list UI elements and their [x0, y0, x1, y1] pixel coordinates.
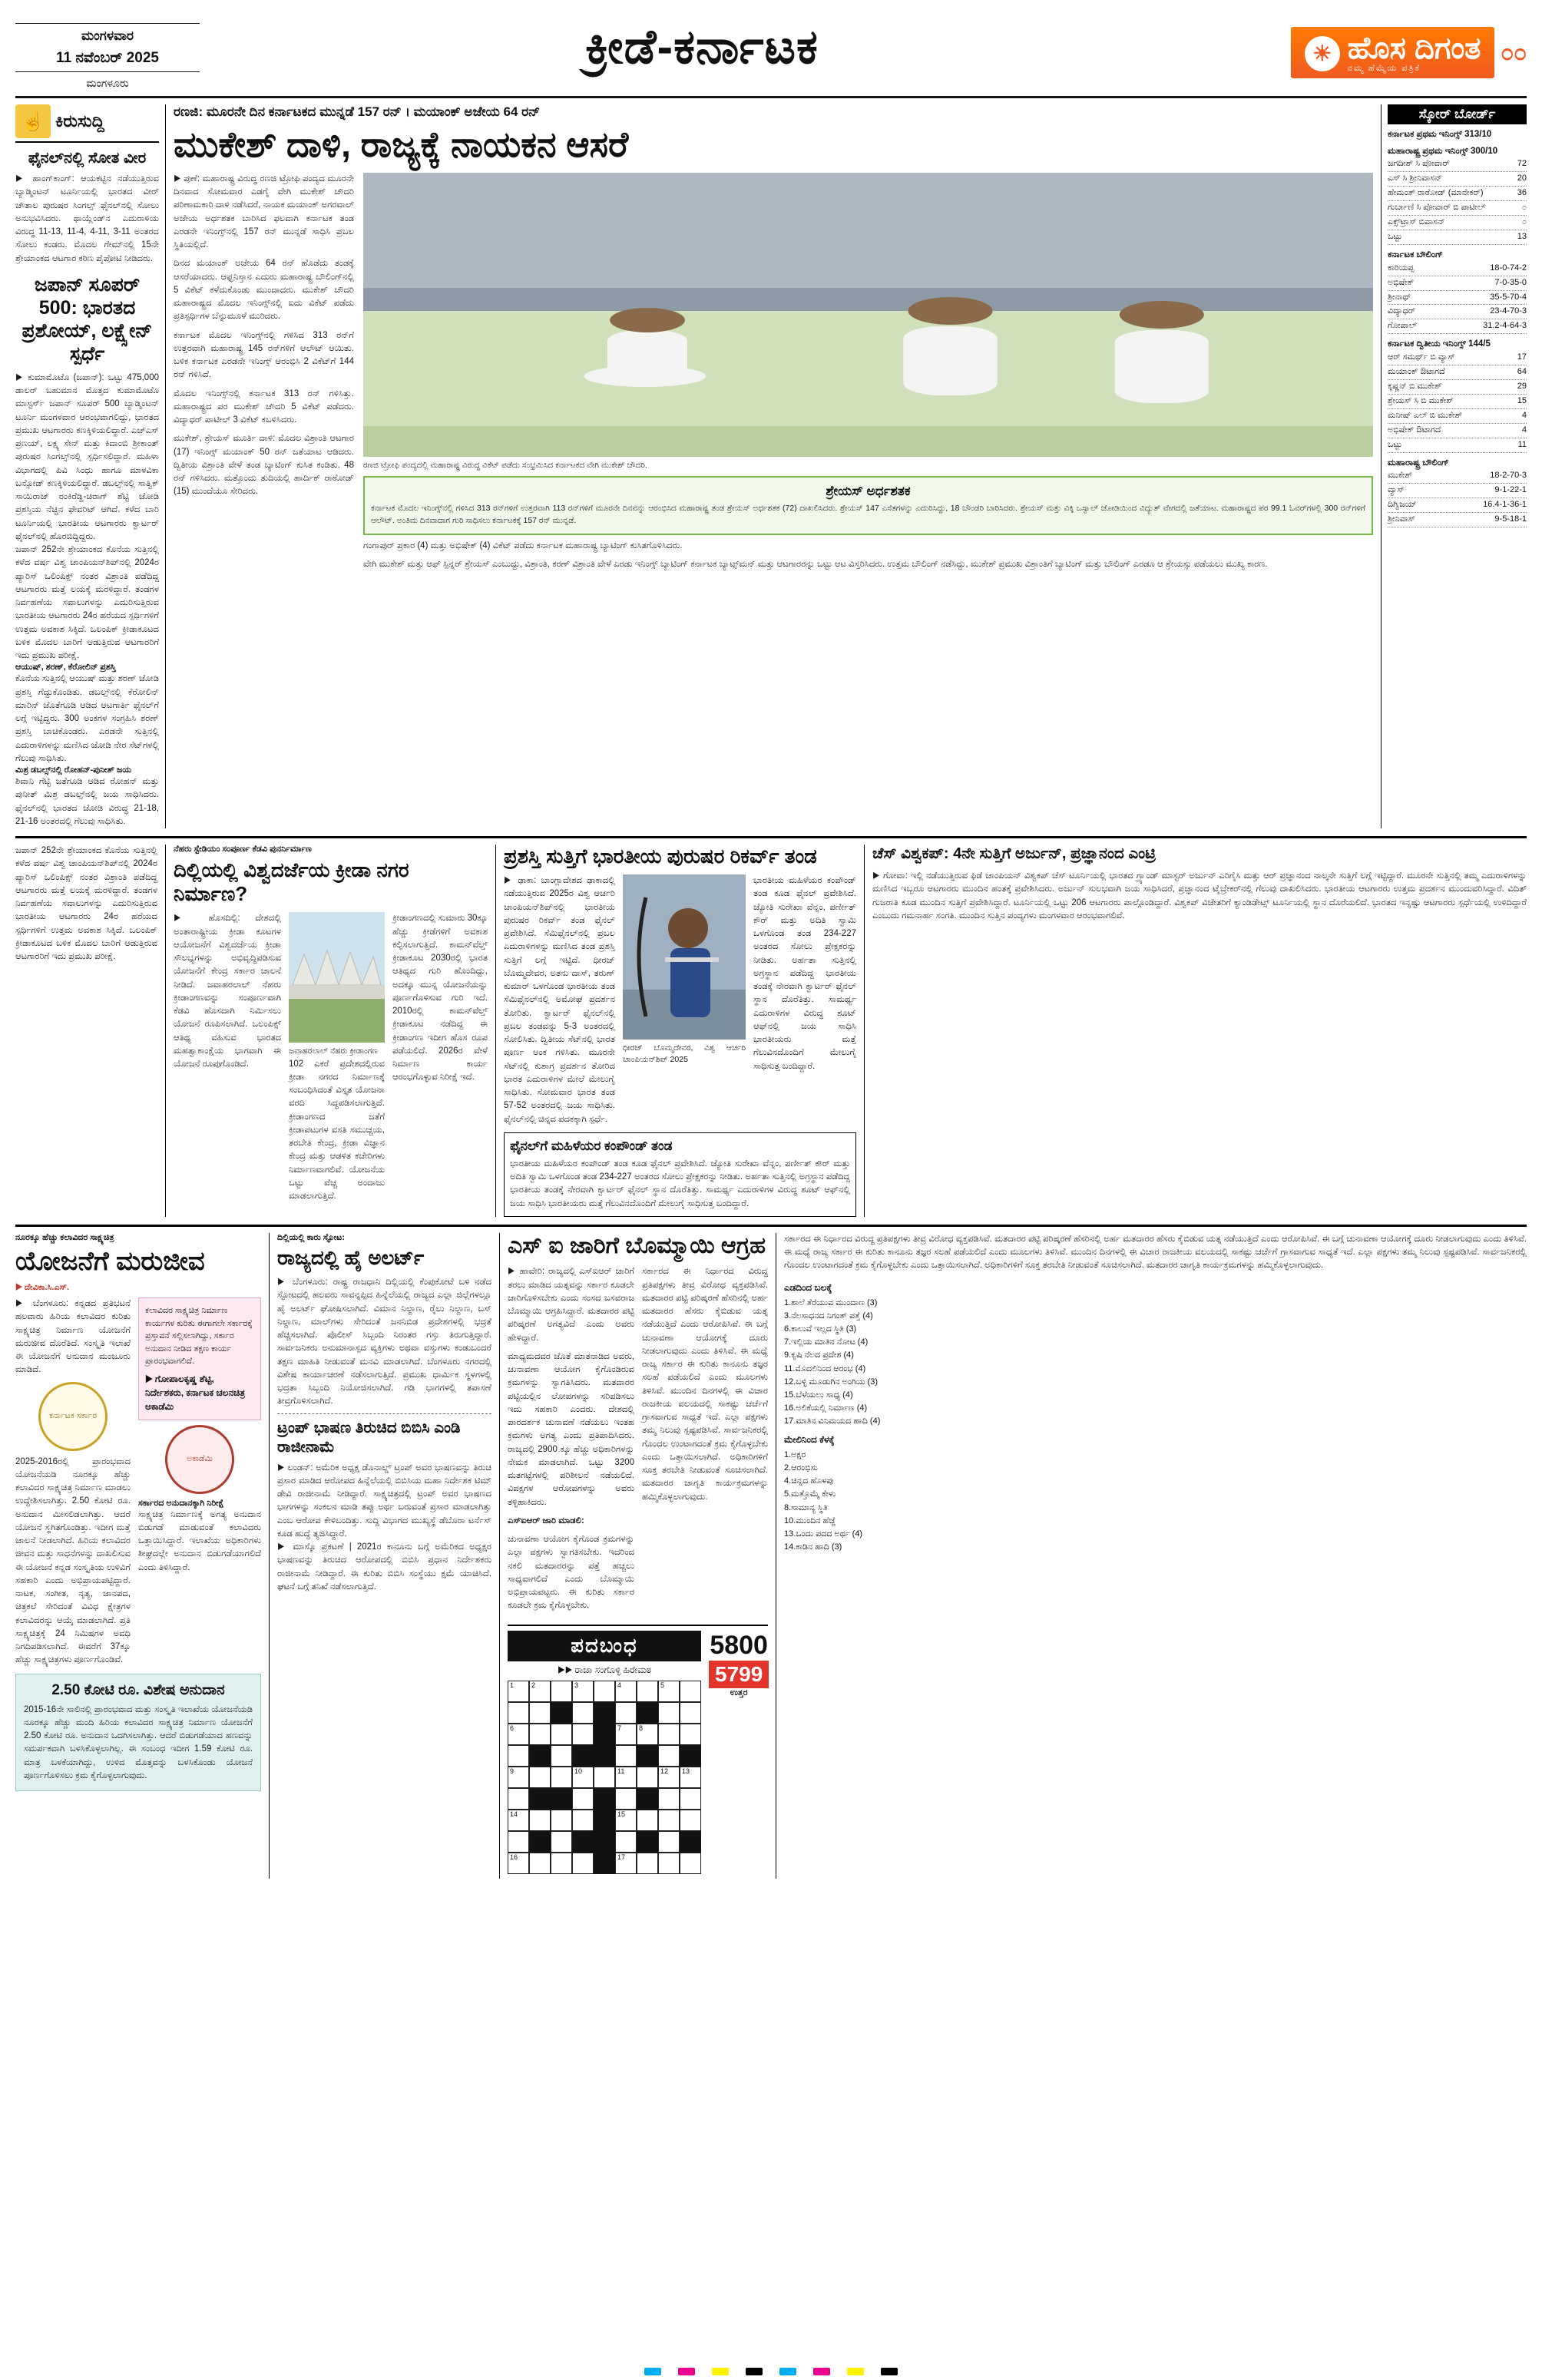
- crossword-cell[interactable]: [658, 1853, 680, 1874]
- bowler-name: ಅಭಿಷೇಕ್: [1388, 277, 1415, 287]
- delhi-headline: ದಿಲ್ಲಿಯಲ್ಲಿ ವಿಶ್ವದರ್ಜೆಯ ಕ್ರೀಡಾ ನಗರ ನಿರ್ಮಾಣ?: [174, 858, 409, 906]
- score-row: [1388, 409, 1527, 424]
- crossword-cell[interactable]: 9: [508, 1767, 529, 1788]
- clue-item: 7.ಇಲ್ಲಿಯ ಮಾತಿನ ನೋಟ (4): [784, 1337, 869, 1347]
- crossword-prev-number: 5799: [709, 1661, 769, 1688]
- lead-para-5: ಮುಕೇಶ್, ಶ್ರೇಯಸ್ ಮೂರ್ತಿ ದಾಳಿ: ಮೊದಲ ವಿಶ್ರಾಂತಿ ಆಟಗಾರ (17) ಇನಿಂಗ್ಸ್ ಮಯಾಂಕ್ 50 ರನ್ ಜತೆಯಾಟ ಆಡಿದರು. ದ್ವಿತೀಯ ವಿಶ್ರಾಂತಿ ವೇಳೆ ತಂಡ ಬ್ಯಾಟಿಂಗ್ ಕುಸಿತ ಕಂಡಿತು. 48 ರನ್ ಗಳಿಸಿದರು. ಮತ್ತೊಂದು ತುದಿಯಲ್ಲಿ ಹಾರ್ದಿಕ್ ರಾಠೋಡ್ (15) ಮುಂದೆಯೂ ಸೇರಿದರು.: [174, 434, 354, 497]
- crossword-cell[interactable]: [615, 1831, 637, 1853]
- sidebar-item5-text: ಶಿವಾನಿ ಗೆಟ್ಟಿ ಜತೆಗೂಡಿ ಆಡಿದ ರೋಹನ್ ಮತ್ತು ಪುನೀತ್ ಮಿಶ್ರ ಡಬಲ್ಸ್‌ನಲ್ಲಿ ಜಯ ಸಾಧಿಸಿದರು. ಫೈನಲ್‌ನಲ್ಲಿ ಭಾರತದ ಜೋಡಿ ವಿರುದ್ಧ 21-18, 21-16 ಅಂತರದಲ್ಲಿ ಗೆಲುವು ಸಾಧಿಸಿತು.: [15, 777, 159, 826]
- scoreboard-bowling-list: [1388, 262, 1527, 335]
- crossword-block: [594, 1810, 615, 1831]
- bowler-figures: 16.4-1-36-1: [1483, 500, 1527, 510]
- score-row: [1388, 469, 1527, 484]
- crossword-block: [594, 1702, 615, 1724]
- bowler-name: ವ್ಯಾಸ್: [1388, 485, 1405, 495]
- player-name: ಎಕ್ಸ್‌ಟ್ರಾಸ್ ಬಿವಾಸನ್: [1388, 217, 1445, 227]
- crossword-cell[interactable]: [680, 1681, 701, 1702]
- clue-item: 11.ಮೊದಲಿನಿಂದ ಆರಂಭ (4): [784, 1364, 866, 1373]
- bowler-figures: 9-1-22-1: [1494, 485, 1527, 495]
- government-seal-icon: ಕರ್ನಾಟಕ ಸರ್ಕಾರ: [38, 1382, 108, 1451]
- score-row: [1388, 513, 1527, 527]
- crossword-block: [594, 1853, 615, 1874]
- crossword-block: [637, 1745, 658, 1767]
- crossword-block: [680, 1831, 701, 1853]
- culture-text2: 2025-2016ರಲ್ಲಿ ಪ್ರಾರಂಭವಾದ ಯೋಜನೆಯಡಿ ನೂರಕ್ಕೂ ಹೆಚ್ಚು ಕಲಾವಿದರ ಸಾಕ್ಷ್ಯಚಿತ್ರ ನಿರ್ಮಾಣ ಮಾಡಲು ಉದ್ದೇಶಿಸಲಾಗಿತ್ತು. 2.50 ಕೋಟಿ ರೂ. ಅನುದಾನ ಮೀಸಲಿಡಲಾಗಿತ್ತು. ಆದರೆ ಯೋಜನೆ ಸ್ಥಗಿತಗೊಂಡಿತ್ತು. ಇದೀಗ ಮತ್ತೆ ಚಾಲನೆ ನೀಡಲಾಗಿದೆ. ಹಿರಿಯ ಕಲಾವಿದರ ಜೀವನ ಮತ್ತು ಸಾಧನೆಗಳನ್ನು ದಾಖಲಿಸುವ ಈ ಯೋಜನೆ ಕನ್ನಡ ಸಂಸ್ಕೃತಿಯ ಉಳಿವಿಗೆ ಸಹಕಾರಿ ಎಂದು ಅಭಿಪ್ರಾಯಪಟ್ಟಿದ್ದಾರೆ. ನಾಟಕ, ಸಂಗೀತ, ನೃತ್ಯ, ಜಾನಪದ, ಚಿತ್ರಕಲೆ ಸೇರಿದಂತೆ ವಿವಿಧ ಕ್ಷೇತ್ರಗಳ ಕಲಾವಿದರನ್ನು ಆಯ್ಕೆ ಮಾಡಲಾಗಿದೆ. ಪ್ರತಿ ಸಾಕ್ಷ್ಯಚಿತ್ರಕ್ಕೆ 24 ನಿಮಿಷಗಳ ಅವಧಿ ನಿಗದಿಪಡಿಸಲಾಗಿದೆ. ಈವರೆಗೆ 37ಕ್ಕೂ ಹೆಚ್ಚು ಸಾಕ್ಷ್ಯಚಿತ್ರಗಳು ಪೂರ್ಣಗೊಂಡಿವೆ.: [15, 1456, 131, 1665]
- crossword-subtitle: ▶▶ ರಾಜಾ ಸಂಗೊಳ್ಳಿ ಹಿರೇಮಠ: [558, 1664, 651, 1675]
- sir-text3: ಸರ್ಕಾರದ ಈ ನಿರ್ಧಾರದ ವಿರುದ್ಧ ಪ್ರತಿಪಕ್ಷಗಳು ತೀವ್ರ ವಿರೋಧ ವ್ಯಕ್ತಪಡಿಸಿವೆ. ಮತದಾರರ ಪಟ್ಟಿ ಪರಿಷ್ಕರಣೆ ಹೆಸರಿನಲ್ಲಿ ಅರ್ಹ ಮತದಾರರ ಹೆಸರು ಕೈಬಿಡುವ ಯತ್ನ ನಡೆಯುತ್ತಿದೆ ಎಂದು ಆರೋಪಿಸಿವೆ. ಈ ಬಗ್ಗೆ ಚುನಾವಣಾ ಆಯೋಗಕ್ಕೆ ದೂರು ನೀಡಲಾಗುವುದು ಎಂದು ತಿಳಿಸಿವೆ. ಈ ಮಧ್ಯೆ ರಾಜ್ಯ ಸರ್ಕಾರ ಈ ಕುರಿತು ಕಾನೂನು ತಜ್ಞರ ಸಲಹೆ ಪಡೆಯಲಿದೆ ಎಂದು ಮೂಲಗಳು ತಿಳಿಸಿವೆ. ಮುಂದಿನ ದಿನಗಳಲ್ಲಿ ಈ ವಿಚಾರ ರಾಜಕೀಯ ವಲಯದಲ್ಲಿ ಸಾಕಷ್ಟು ಚರ್ಚೆಗೆ ಗ್ರಾಸವಾಗುವ ಸಾಧ್ಯತೆ ಇದೆ. ಎಲ್ಲಾ ಪಕ್ಷಗಳು ತಮ್ಮ ನಿಲುವು ಸ್ಪಷ್ಟಪಡಿಸಿವೆ. ಸಾರ್ವಜನಿಕರಲ್ಲಿ ಗೊಂದಲ ಉಂಟಾಗದಂತೆ ಕ್ರಮ ಕೈಗೊಳ್ಳಬೇಕು ಎಂದು ಒತ್ತಾಯಿಸಲಾಗಿದೆ. ಅಧಿಕಾರಿಗಳಿಗೆ ಸೂಕ್ತ ತರಬೇತಿ ನೀಡುವಂತೆ ಸೂಚಿಸಲಾಗಿದೆ. ಮತದಾರರ ಜಾಗೃತಿ ಕಾರ್ಯಕ್ರಮಗಳನ್ನು ಹಮ್ಮಿಕೊಳ್ಳಲಾಗುವುದು.: [642, 1267, 768, 1502]
- bowler-name: ಶ್ರೀನಿವಾಸ್: [1388, 514, 1416, 524]
- crossword-cell[interactable]: [551, 1681, 572, 1702]
- clues-across-title: ಎಡದಿಂದ ಬಲಕ್ಕೆ: [784, 1281, 832, 1293]
- logo-tagline: ನಮ್ಮ ಹೆಮ್ಮೆಯ ಪತ್ರಿಕೆ: [1347, 64, 1421, 73]
- sidebar-continued-text: ಜಪಾನ್ 252ನೇ ಶ್ರೇಯಾಂಕದ ಕೊನೆಯ ಸುತ್ತಿನಲ್ಲಿ ಕಳೆದ ವರ್ಷ ವಿಶ್ವ ಚಾಂಪಿಯನ್‌ಶಿಪ್‌ನಲ್ಲಿ 2024ರ ಪ್ಯಾರಿಸ್ ಒಲಿಂಪಿಕ್ಸ್ ನಂತರ ವಿಶ್ರಾಂತಿ ಪಡೆದಿದ್ದ ಆಟಗಾರರು ಮತ್ತೆ ಲಯಕ್ಕೆ ಮರಳಿದ್ದಾರೆ. ತಂಡಗಳ ನಿರ್ವಹಣೆಯ ಸವಾಲುಗಳನ್ನು ಎದುರಿಸುತ್ತಿರುವ ಭಾರತೀಯ ಆಟಗಾರರು 24ರ ಹರೆಯದ ಸ್ಪರ್ಧಿಗಳಿಗೆ ಉತ್ತಮ ಅವಕಾಶ ಸಿಕ್ಕಿದೆ. ಒಲಂಪಿಕ್ ಕ್ರೀಡಾಕೂಟದ ಬಳಿಕ ಮೊದಲ ಬಾರಿಗೆ ಆಡುತ್ತಿರುವ ಆಟಗಾರರಿಗೆ ಇದು ಪ್ರಮುಖ ಪರೀಕ್ಷೆ.: [15, 846, 157, 961]
- player-score: ೦: [1521, 217, 1527, 227]
- crossword-clues: [776, 1233, 1527, 1879]
- crossword-cell[interactable]: 8: [637, 1724, 658, 1745]
- bowler-figures: 18-2-70-3: [1490, 471, 1527, 481]
- sidebar-item2-title: ಜಪಾನ್ ಸೂಪರ್ 500: ಭಾರತದ ಪ್ರಶೋಯ್, ಲಕ್ಷ್ಸೇನ್ ಸ್ಪರ್ಧೆ: [22, 273, 153, 365]
- score-row: [1388, 484, 1527, 498]
- score-row: [1388, 216, 1527, 230]
- scoreboard: [1381, 104, 1527, 828]
- lead-para-7: ವೇಗಿ ಮುಕೇಶ್ ಮತ್ತು ಆಫ್ ಸ್ಪಿನ್ನರ್ ಶ್ರೇಯಸ್ ಎಂಬುದ್ದು, ವಿಶ್ರಾಂತಿ, ಕರಣ್ ವಿಶ್ರಾಂತಿ ವೇಳೆ ಎರಡು ಇನಿಂಗ್ಸ್ ಬ್ಯಾಟಿಂಗ್ ಕರ್ನಾಟಕ ಬ್ಯಾಟ್ಸ್‌ಮನ್ ಮತ್ತು ಆಟಗಾರರನ್ನು ಒಟ್ಟು ಆಟ ವಿಸ್ತರಿಸಿದರು. ಉತ್ತಮ ಬೌಲಿಂಗ್ ನಡೆಸಿದ್ದು, ಮುಕೇಶ್ ಪ್ರಮುಖ ವಿಶ್ರಾಂತಿಗೆ ಬ್ಯಾಟಿಂಗ್ ಮತ್ತು ಬೌಲಿಂಗ್ ಎರಡೂ ಆ ಶ್ರೇಯಸ್ಸು ಪಡೆಯಲು ಮುಖ್ಯ ಕಾರಣ.: [363, 559, 1268, 569]
- score-row: [1388, 365, 1527, 380]
- clue-item: 4.ಚಿನ್ನದ ಹೊಳಪು: [784, 1476, 834, 1486]
- crossword-cell[interactable]: 4: [615, 1681, 637, 1702]
- crossword-cell[interactable]: [594, 1767, 615, 1788]
- logo-number: ೦೦: [1501, 39, 1527, 65]
- crossword-cell[interactable]: [529, 1702, 551, 1724]
- scoreboard-line1: ಕರ್ನಾಟಕ ಪ್ರಥಮ ಇನಿಂಗ್ಸ್ 313/10: [1388, 130, 1492, 139]
- top-section: [15, 104, 1527, 828]
- clue-item: 2.ಆರಂಭಿಸು: [784, 1463, 818, 1473]
- player-name: ಕೃಷ್ಣನ್ ಬಿ ಮುಕೇಶ್: [1388, 381, 1442, 391]
- crossword-cell[interactable]: [594, 1681, 615, 1702]
- crossword-cell[interactable]: [529, 1810, 551, 1831]
- crossword-cell[interactable]: 2: [529, 1681, 551, 1702]
- score-row: [1388, 262, 1527, 276]
- bbc-kicker: ಟ್ರಂಪ್ ಭಾಷಣ ತಿರುಚಿದ ಬಿಬಿಸಿ ಎಂಡಿ ರಾಜೀನಾಮೆ: [277, 1419, 461, 1456]
- bowler-figures: 31.2-4-64-3: [1483, 321, 1527, 331]
- crossword-cell[interactable]: [680, 1702, 701, 1724]
- crossword-cell[interactable]: 12: [658, 1767, 680, 1788]
- player-score: 29: [1517, 381, 1527, 391]
- archery-text: ▶ ಢಾಕಾ: ಬಾಂಗ್ಲಾದೇಶದ ಢಾಕಾದಲ್ಲಿ ನಡೆಯುತ್ತಿರುವ 2025ರ ವಿಶ್ವ ಆರ್ಚರಿ ಚಾಂಪಿಯನ್‌ಶಿಪ್‌ನಲ್ಲಿ ಭಾರತೀಯ ಪುರುಷರ ರಿಕರ್ವ್ ತಂಡ ಫೈನಲ್ ಪ್ರವೇಶಿಸಿದೆ. ಸೆಮಿಫೈನಲ್‌ನಲ್ಲಿ ಪ್ರಬಲ ಎದುರಾಳಿಗಳನ್ನು ಮಣಿಸಿದ ತಂಡ ಪ್ರಶಸ್ತಿ ಸುತ್ತಿಗೆ ಲಗ್ಗೆ ಇಟ್ಟಿದೆ. ಧೀರಜ್ ಬೊಮ್ಮದೇವರ, ಅತನು ದಾಸ್, ತರುಣ್ ಕುಮಾರ್ ಒಳಗೊಂಡ ಭಾರತೀಯ ತಂಡ ಸೆಮಿಫೈನಲ್‌ನಲ್ಲಿ ಅಮೋಘ ಪ್ರದರ್ಶನ ತೋರಿತು. ಕ್ವಾರ್ಟರ್ ಫೈನಲ್‌ನಲ್ಲಿ ಪ್ರಬಲ ತಂಡವನ್ನು 5-3 ಅಂತರದಲ್ಲಿ ಸೋಲಿಸಿತು. ದ್ವಿತೀಯ ಸೆಟ್‌ನಲ್ಲಿ ಭಾರತ ಪೂರ್ಣ ಅಂಕ ಗಳಿಸಿತು. ಮೂರನೇ ಸೆಟ್‌ನಲ್ಲಿ ಕುಶಾಗ್ರ ಪ್ರದರ್ಶನ ತೋರಿದ ಭಾರತ ಎದುರಾಳಿಗಳ ಮೇಲೆ ಮೇಲುಗೈ ಸಾಧಿಸಿತು. ಸೋಮವಾರ ಭಾರತ ತಂಡ 57-52 ಅಂತರದಲ್ಲಿ ಜಯ ಸಾಧಿಸಿತು. ಫೈನಲ್‌ನಲ್ಲಿ ಚಿನ್ನದ ಪದಕಕ್ಕಾಗಿ ಸ್ಪರ್ಧೆ.: [504, 876, 615, 1124]
- scoreboard-mh-bowling-list: [1388, 469, 1527, 527]
- crossword-cell[interactable]: [551, 1853, 572, 1874]
- crossword-block: [551, 1788, 572, 1810]
- bowler-figures: 23-4-70-3: [1490, 306, 1527, 316]
- bowler-name: ದಿಗ್ವಿಜಯ್: [1388, 500, 1417, 510]
- delhi-col3: ಕ್ರೀಡಾಂಗಣದಲ್ಲಿ ಸುಮಾರು 30ಕ್ಕೂ ಹೆಚ್ಚು ಕ್ರೀಡೆಗಳಿಗೆ ಅವಕಾಶ ಕಲ್ಪಿಸಲಾಗುತ್ತಿದೆ. ಕಾಮನ್‌ವೆಲ್ತ್ ಕ್ರೀಡಾಕೂಟ 2030ರಲ್ಲಿ ಭಾರತ ಆತಿಥ್ಯದ ಗುರಿ ಹೊಂದಿದ್ದು, ಅದಕ್ಕೂ ಮುನ್ನ ಯೋಜನೆಯನ್ನು ಪೂರ್ಣಗೊಳಿಸುವ ಗುರಿ ಇದೆ. 2010ರಲ್ಲಿ ಕಾಮನ್‌ವೆಲ್ತ್ ಕ್ರೀಡಾಕೂಟ ನಡೆದಿದ್ದ ಈ ಕ್ರೀಡಾಂಗಣ ಇದೀಗ ಹೊಸ ರೂಪ ಪಡೆಯಲಿದೆ. 2026ರ ವೇಳೆ ನಿರ್ಮಾಣ ಕಾರ್ಯ ಆರಂಭಗೊಳ್ಳುವ ನಿರೀಕ್ಷೆ ಇದೆ.: [392, 914, 488, 1083]
- crossword-cell[interactable]: [529, 1853, 551, 1874]
- crossword-numbers: [709, 1631, 769, 1879]
- archery-box-text: ಭಾರತೀಯ ಮಹಿಳೆಯರ ಕಂಪೌಂಡ್ ತಂಡ ಕೂಡ ಫೈನಲ್ ಪ್ರವೇಶಿಸಿದೆ. ಜ್ಯೋತಿ ಸುರೇಖಾ ವೆನ್ನಂ, ಪರ್ಣೀತ್ ಕೌರ್ ಮತ್ತು ಅದಿತಿ ಸ್ವಾಮಿ ಒಳಗೊಂಡ ತಂಡ 234-227 ಅಂತರದ ಸೋಲು ಪ್ರೇಕ್ಷಕರನ್ನು ನೀಡಿತು. ಅರ್ಹತಾ ಸುತ್ತಿನಲ್ಲಿ ಅಗ್ರಸ್ಥಾನ ಪಡೆದಿದ್ದ ಭಾರತೀಯ ತಂಡಕ್ಕೆ ನೇರವಾಗಿ ಕ್ವಾರ್ಟರ್ ಫೈನಲ್ ಸ್ಥಾನ ದೊರೆತಿತ್ತು. ಸಾಮರ್ಥ್ಯ ಎದುರಾಳಿಗಳ ವಿರುದ್ಧ ಶೂಟ್ ಆಫ್‌ನಲ್ಲಿ ಜಯ ಸಾಧಿಸಿ ಭಾರತೀಯರು ಮತ್ತೆ ಗೆಲುವಿನದೊಂದಿಗೆ ಮೇಲುಗೈ ಸಾಧಿಸುತ್ತ ಬಂದಿದ್ದಾರೆ.: [510, 1159, 850, 1208]
- score-row: [1388, 276, 1527, 291]
- score-row: [1388, 424, 1527, 438]
- hand-pointer-icon: ☝: [15, 104, 51, 138]
- culture-headline: ಯೋಜನೆಗೆ ಮರುಜೀವ: [15, 1246, 205, 1276]
- stadium-photo-caption: ಜವಾಹರಲಾಲ್ ನೆಹರು ಕ್ರೀಡಾಂಗಣ: [289, 1046, 378, 1056]
- page-title: ಕ್ರೀಡೆ-ಕರ್ನಾಟಕ: [585, 21, 819, 74]
- clue-item: 10.ಮುಂದಿನ ಹೆಜ್ಜೆ: [784, 1516, 836, 1526]
- culture-infobox-title: 2.50 ಕೋಟಿ ರೂ. ವಿಶೇಷ ಅನುದಾನ: [51, 1681, 225, 1698]
- lead-para-2: ದಿನದ ಮಯಾಂಕ್ ಅಜೇಯ 64 ರನ್ ಹೊಡೆದು ತಂಡಕ್ಕೆ ಆಸರೆಯಾದರು. ಆಫ್ಘನಿಸ್ತಾನ ಎದುರು ಮಹಾರಾಷ್ಟ್ರ ಬೌಲಿಂಗ್‌ನಲ್ಲಿ 5 ವಿಕೆಟ್ ಕಳೆದುಕೊಂಡು ಮುಂದಾದರು. ಮುಕೇಶ್ ಚೌದರಿ ಮಹಾರಾಷ್ಟ್ರದ ಮೊದಲ ಇನಿಂಗ್ಸ್‌ನಲ್ಲಿ ಐದು ವಿಕೆಟ್ ಪಡೆದು ಪ್ರತಿಸ್ಪರ್ಧಿಗಳ ಬೆನ್ನುಮೂಳೆ ಮುರಿದರು.: [174, 259, 354, 322]
- culture-quote-box: [138, 1297, 261, 1420]
- crossword-cell[interactable]: [551, 1767, 572, 1788]
- crossword-cell[interactable]: [658, 1745, 680, 1767]
- score-row: [1388, 319, 1527, 334]
- crossword-cell[interactable]: 10: [572, 1767, 594, 1788]
- second-band: [15, 836, 1527, 1217]
- logo-name: ಹೊಸ ದಿಗಂತ: [1347, 31, 1481, 65]
- player-score: 72: [1517, 159, 1527, 169]
- crossword-cell[interactable]: [680, 1788, 701, 1810]
- story-sir: [499, 1233, 776, 1879]
- crossword-block: [637, 1702, 658, 1724]
- bowler-figures: 18-0-74-2: [1490, 263, 1527, 273]
- player-name: ಮನೀಷ್ ಎಲ್ ಬಿ ಮುಕೇಶ್: [1388, 410, 1463, 420]
- score-row: [1388, 291, 1527, 306]
- crossword-cell[interactable]: [572, 1788, 594, 1810]
- crossword-cell[interactable]: [508, 1745, 529, 1767]
- bowler-name: ಕಾರಿಯಪ್ಪ: [1388, 263, 1415, 273]
- cricket-photo-caption: ರಣಜಿ ಟ್ರೋಫಿ ಪಂದ್ಯದಲ್ಲಿ ಮಹಾರಾಷ್ಟ್ರ ವಿರುದ್ಧ ವಿಕೆಟ್ ಪಡೆದು ಸಂಭ್ರಮಿಸಿದ ಕರ್ನಾಟಕದ ವೇಗಿ ಮುಕೇಶ್ ಚೌದರಿ.: [363, 460, 647, 470]
- sir-text2: ಮಾಧ್ಯಮದವರ ಜೊತೆ ಮಾತನಾಡಿದ ಅವರು, ಚುನಾವಣಾ ಆಯೋಗ ಕೈಗೊಂಡಿರುವ ಕ್ರಮಗಳನ್ನು ಸ್ವಾಗತಿಸಿದರು. ಮತದಾರರ ಪಟ್ಟಿಯಲ್ಲಿನ ಲೋಪಗಳನ್ನು ಸರಿಪಡಿಸಲು ಇದು ಸಹಕಾರಿ ಎಂದರು. ದೇಶದಲ್ಲಿ ಪಾರದರ್ಶಕ ಚುನಾವಣೆ ನಡೆಯಲು ಇಂತಹ ಕ್ರಮಗಳು ಅಗತ್ಯ ಎಂದು ಪ್ರತಿಪಾದಿಸಿದರು. ರಾಜ್ಯದಲ್ಲಿ 2900 ಕ್ಕೂ ಹೆಚ್ಚು ಅಧಿಕಾರಿಗಳನ್ನು ನೇಮಕ ಮಾಡಲಾಗಿದೆ. ಒಟ್ಟು 3200 ಮತಗಟ್ಟೆಗಳಲ್ಲಿ ಪರಿಶೀಲನೆ ನಡೆಯಲಿದೆ. ವಿಪಕ್ಷಗಳ ಆರೋಪಗಳನ್ನು ಅವರು ತಳ್ಳಿಹಾಕಿದರು.: [508, 1351, 634, 1507]
- lead-para-6: ಗಂಗಾಪುರ್ ಪ್ರಕಾರ (4) ಮತ್ತು ಅಭಿಷೇಕ್ (4) ವಿಕೆಟ್ ಪಡೆದು ಕರ್ನಾಟಕ ಮಹಾರಾಷ್ಟ್ರ ಬ್ಯಾಟಿಂಗ್ ಕುಸಿತಗೊಳಿಸಿದರು.: [363, 540, 683, 550]
- player-score: 4: [1521, 425, 1527, 435]
- crossword-cell[interactable]: [615, 1745, 637, 1767]
- score-row: [1388, 230, 1527, 245]
- score-row: [1388, 438, 1527, 453]
- crossword-cell[interactable]: [658, 1810, 680, 1831]
- clues-down-title: ಮೇಲಿನಿಂದ ಕೆಳಕ್ಕೆ: [784, 1433, 835, 1445]
- player-score: 17: [1517, 352, 1527, 362]
- crossword-block: [594, 1745, 615, 1767]
- delhi-col2: 102 ಎಕರೆ ಪ್ರದೇಶದಲ್ಲಿರುವ ಕ್ರೀಡಾ ನಗರದ ನಿರ್ಮಾಣಕ್ಕೆ ಸಂಬಂಧಿಸಿದಂತೆ ವಿಸ್ತೃತ ಯೋಜನಾ ವರದಿ ಸಿದ್ಧಪಡಿಸಲಾಗುತ್ತಿದೆ. ಕ್ರೀಡಾಂಗಣದ ಜತೆಗೆ ಕ್ರೀಡಾಪಟುಗಳ ವಸತಿ ಸಮುಚ್ಚಯ, ತರಬೇತಿ ಕೇಂದ್ರ, ಕ್ರೀಡಾ ವಿಜ್ಞಾನ ಕೇಂದ್ರ ಮತ್ತು ಆಡಳಿತ ಕಚೇರಿಗಳು ನಿರ್ಮಾಣವಾಗಲಿವೆ. ಯೋಜನೆಯ ಒಟ್ಟು ವೆಚ್ಚ ಅಂದಾಜು ಮಾಡಲಾಗುತ್ತಿದೆ.: [289, 1059, 385, 1202]
- bowler-name: ಗೋಪಾಲ್: [1388, 321, 1418, 331]
- clue-item: 6.ಕಾಲುವೆ ಇಲ್ಲದ ಸ್ಥಿತಿ (3): [784, 1324, 857, 1334]
- story-culture: [15, 1233, 269, 1879]
- archery-box: [504, 1132, 856, 1217]
- crossword-block: [572, 1831, 594, 1853]
- culture-subhead: ಸರ್ಕಾರದ ಅನುದಾನಕ್ಕಾಗಿ ನಿರೀಕ್ಷೆ: [138, 1498, 224, 1508]
- crossword-cell[interactable]: [680, 1853, 701, 1874]
- masthead-edition: ಮಂಗಳೂರು: [86, 77, 129, 89]
- crossword-cell[interactable]: 17: [615, 1853, 637, 1874]
- sir-text1: ▶ ಹಾವೇರಿ: ರಾಜ್ಯದಲ್ಲಿ ಎಸ್ಐಆರ್ ಜಾರಿಗೆ ತರಲು ಮಾಡಿದ ಯತ್ನವನ್ನು ಸರ್ಕಾರ ಕೂಡಲೇ ಜಾರಿಗೊಳಿಸಬೇಕು ಎಂದು ಸಂಸದ ಬಸವರಾಜ ಬೊಮ್ಮಾಯಿ ಆಗ್ರಹಿಸಿದ್ದಾರೆ. ಮತದಾರರ ಪಟ್ಟಿ ಪರಿಷ್ಕರಣೆ ಅಗತ್ಯವಿದೆ ಎಂದು ಅವರು ಹೇಳಿದ್ದಾರೆ.: [508, 1267, 634, 1343]
- bowler-name: ವಿದ್ಯಾಧರ್: [1388, 306, 1416, 316]
- story-chess: [864, 845, 1527, 1217]
- crossword-block: [637, 1788, 658, 1810]
- clue-item: 5.ಮತ್ತೊಮ್ಮೆ ಕೇಳು: [784, 1489, 836, 1499]
- score-row: [1388, 351, 1527, 365]
- player-score: ೦: [1521, 203, 1527, 213]
- chess-headline: ಚೆಸ್ ವಿಶ್ವಕಪ್: 4ನೇ ಸುತ್ತಿಗೆ ಅರ್ಜುನ್, ಪ್ರಜ್ಞಾನಂದ ಎಂಟ್ರಿ: [872, 845, 1156, 862]
- crossword-cell[interactable]: 1: [508, 1681, 529, 1702]
- crossword-cell[interactable]: [551, 1745, 572, 1767]
- sun-logo-icon: ☀: [1305, 36, 1340, 71]
- sidebar-item2-text: ▶ ಕುಮಾಮೊಟೊ (ಜಪಾನ್): ಒಟ್ಟು 475,000 ಡಾಲರ್ ಬಹುಮಾನ ಮೊತ್ತದ ಕುಮಾಮೊಟೊ ಮಾಸ್ಟರ್ಸ್ ಜಪಾನ್ ಸೂಪರ್ 500 ಬ್ಯಾಡ್ಮಿಂಟನ್ ಟೂರ್ನಿ ಮಂಗಳವಾರ ಆರಂಭವಾಗಲಿದ್ದು, ಭಾರತದ ಪ್ರಮುಖ ಆಟಗಾರರು ಕಣಕ್ಕಿಳಿಯಲಿದ್ದಾರೆ. ಎಚ್‌ಎಸ್ ಪ್ರಣಯ್, ಲಕ್ಷ್ಯ ಸೇನ್ ಮತ್ತು ಕಿದಾಂಬಿ ಶ್ರೀಕಾಂತ್ ಪುರುಷರ ಸಿಂಗಲ್ಸ್‌ನಲ್ಲಿ ಸ್ಪರ್ಧಿಸಲಿದ್ದಾರೆ. ಮಹಿಳಾ ವಿಭಾಗದಲ್ಲಿ ಪಿವಿ ಸಿಂಧು ಹಾಗೂ ಮಾಳವಿಕಾ ಬನ್ಸೋಡ್ ಕಣಕ್ಕಿಳಿಯಲಿದ್ದಾರೆ. ಡಬಲ್ಸ್‌ನಲ್ಲಿ ಸಾತ್ವಿಕ್ ಸಾಯಿರಾಜ್ ರಂಕಿರೆಡ್ಡಿ-ಚಿರಾಗ್ ಶೆಟ್ಟಿ ಜೋಡಿ ಪ್ರಶಸ್ತಿಯ ನೆಚ್ಚಿನ ಫೇವರಿಟ್ ಆಗಿದೆ. ಕಳೆದ ಬಾರಿ ಟೂರ್ನಿಯಲ್ಲಿ ಭಾರತೀಯ ಆಟಗಾರರು ಕ್ವಾರ್ಟರ್ ಫೈನಲ್‌ನಲ್ಲಿ ಹೊರಬಿದ್ದಿದ್ದರು.: [15, 372, 159, 541]
- crossword-cell[interactable]: [637, 1681, 658, 1702]
- crossword-block: [551, 1702, 572, 1724]
- player-name: ಜಗದೀಶ್ ಸಿ ಪೋವಾರ್: [1388, 159, 1450, 169]
- sir-overflow-text: ಸರ್ಕಾರದ ಈ ನಿರ್ಧಾರದ ವಿರುದ್ಧ ಪ್ರತಿಪಕ್ಷಗಳು ತೀವ್ರ ವಿರೋಧ ವ್ಯಕ್ತಪಡಿಸಿವೆ. ಮತದಾರರ ಪಟ್ಟಿ ಪರಿಷ್ಕರಣೆ ಹೆಸರಿನಲ್ಲಿ ಅರ್ಹ ಮತದಾರರ ಹೆಸರು ಕೈಬಿಡುವ ಯತ್ನ ನಡೆಯುತ್ತಿದೆ ಎಂದು ಆರೋಪಿಸಿವೆ. ಈ ಬಗ್ಗೆ ಚುನಾವಣಾ ಆಯೋಗಕ್ಕೆ ದೂರು ನೀಡಲಾಗುವುದು ಎಂದು ತಿಳಿಸಿವೆ. ಈ ಮಧ್ಯೆ ರಾಜ್ಯ ಸರ್ಕಾರ ಈ ಕುರಿತು ಕಾನೂನು ತಜ್ಞರ ಸಲಹೆ ಪಡೆಯಲಿದೆ ಎಂದು ಮೂಲಗಳು ತಿಳಿಸಿವೆ. ಮುಂದಿನ ದಿನಗಳಲ್ಲಿ ಈ ವಿಚಾರ ರಾಜಕೀಯ ವಲಯದಲ್ಲಿ ಸಾಕಷ್ಟು ಚರ್ಚೆಗೆ ಗ್ರಾಸವಾಗುವ ಸಾಧ್ಯತೆ ಇದೆ. ಎಲ್ಲಾ ಪಕ್ಷಗಳು ತಮ್ಮ ನಿಲುವು ಸ್ಪಷ್ಟಪಡಿಸಿವೆ. ಸಾರ್ವಜನಿಕರಲ್ಲಿ ಗೊಂದಲ ಉಂಟಾಗದಂತೆ ಕ್ರಮ ಕೈಗೊಳ್ಳಬೇಕು ಎಂದು ಒತ್ತಾಯಿಸಲಾಗಿದೆ. ಅಧಿಕಾರಿಗಳಿಗೆ ಸೂಕ್ತ ತರಬೇತಿ ನೀಡುವಂತೆ ಸೂಚಿಸಲಾಗಿದೆ. ಮತದಾರರ ಜಾಗೃತಿ ಕಾರ್ಯಕ್ರಮಗಳನ್ನು ಹಮ್ಮಿಕೊಳ್ಳಲಾಗುವುದು.: [784, 1234, 1527, 1271]
- crossword-title: ಪದಬಂಧ: [508, 1631, 701, 1661]
- crossword-number: 5800: [710, 1630, 768, 1660]
- player-name: ಮಯಾಂಕ್ ಔಟಾಗದೆ: [1388, 366, 1445, 376]
- story-archery: [495, 845, 864, 1217]
- scoreboard-second-list: [1388, 351, 1527, 453]
- bowler-figures: 7-0-35-0: [1494, 277, 1527, 287]
- bowler-figures: 9-5-18-1: [1494, 514, 1527, 524]
- player-score: 20: [1517, 174, 1527, 183]
- crossword-cell[interactable]: [637, 1853, 658, 1874]
- crossword-cell[interactable]: [572, 1702, 594, 1724]
- crossword-grid[interactable]: [508, 1681, 701, 1874]
- culture-text3: ಸಾಕ್ಷ್ಯಚಿತ್ರ ನಿರ್ಮಾಣಕ್ಕೆ ಅಗತ್ಯ ಅನುದಾನ ಬಿಡುಗಡೆ ಮಾಡುವಂತೆ ಕಲಾವಿದರು ಒತ್ತಾಯಿಸಿದ್ದಾರೆ. ಇಲಾಖೆಯ ಅಧಿಕಾರಿಗಳು ಶೀಘ್ರದಲ್ಲೇ ಅನುದಾನ ಬಿಡುಗಡೆಯಾಗಲಿದೆ ಎಂದು ತಿಳಿಸಿದ್ದಾರೆ.: [138, 1509, 261, 1572]
- story-blast: [269, 1233, 499, 1879]
- crossword-cell[interactable]: [680, 1810, 701, 1831]
- player-score: 11: [1517, 439, 1527, 449]
- player-name: ಒಟ್ಟು: [1388, 439, 1402, 449]
- fact-box-title: ಶ್ರೇಯಸ್ ಅರ್ಧಶತಕ: [826, 484, 911, 499]
- score-row: [1388, 187, 1527, 201]
- bbc-text: ▶ ಲಂಡನ್: ಅಮೆರಿಕ ಅಧ್ಯಕ್ಷ ಡೊನಾಲ್ಡ್ ಟ್ರಂಪ್ ಅವರ ಭಾಷಣವನ್ನು ತಿರುಚಿ ಪ್ರಸಾರ ಮಾಡಿದ ಆರೋಪದ ಹಿನ್ನೆಲೆಯಲ್ಲಿ ಬಿಬಿಸಿಯ ಮಹಾ ನಿರ್ದೇಶಕ ಟಿಮ್ ಡೇವಿ ರಾಜೀನಾಮೆ ನೀಡಿದ್ದಾರೆ. ಸಾಕ್ಷ್ಯಚಿತ್ರದಲ್ಲಿ ಟ್ರಂಪ್ ಅವರ ಭಾಷಣದ ಭಾಗಗಳನ್ನು ಸಂಕಲನ ಮಾಡಿ ತಪ್ಪು ಅರ್ಥ ಬರುವಂತೆ ಪ್ರಸಾರ ಮಾಡಲಾಗಿತ್ತು ಎಂಬ ಆರೋಪ ಕೇಳಿಬಂದಿತ್ತು. ಸುದ್ದಿ ವಿಭಾಗದ ಮುಖ್ಯಸ್ಥೆ ಡೆಬೊರಾ ಟರ್ನೆಸ್ ಕೂಡ ಹುದ್ದೆ ತ್ಯಜಿಸಿದ್ದಾರೆ.: [277, 1463, 491, 1539]
- kirusuddi-label: ಕಿರುಸುದ್ದಿ: [55, 111, 104, 131]
- left-sidebar-continued: [15, 845, 165, 1217]
- culture-quote-text: ಕಲಾವಿದರ ಸಾಕ್ಷ್ಯಚಿತ್ರ ನಿರ್ಮಾಣ ಕಾರ್ಯಗಳ ಕುರಿತು ಈಗಾಗಲೇ ಸರ್ಕಾರಕ್ಕೆ ಪ್ರಸ್ತಾವನೆ ಸಲ್ಲಿಸಲಾಗಿದ್ದು, ಸರ್ಕಾರ ಅನುದಾನ ನೀಡಿದ ತಕ್ಷಣ ಕಾರ್ಯ ಪ್ರಾರಂಭವಾಗಲಿದೆ.: [145, 1306, 253, 1367]
- player-score: 64: [1517, 366, 1527, 376]
- fact-box-text: ಕರ್ನಾಟಕ ಮೊದಲ ಇನಿಂಗ್ಸ್‌ನಲ್ಲಿ ಗಳಿಸಿದ 313 ರನ್‌ಗಳಿಗೆ ಉತ್ತರವಾಗಿ 113 ರನ್‌ಗಳಿಗೆ ಮೂರನೇ ದಿನವನ್ನು ಆರಂಭಿಸಿದ ಮಹಾರಾಷ್ಟ್ರ ತಂಡ ಶ್ರೇಯಸ್ ಅರ್ಧಶತಕ (72) ದಾಖಲಿಸಿದರು. ಶ್ರೇಯಸ್ 147 ಎಸೆತಗಳನ್ನು ಎದುರಿಸಿದ್ದು, 18 ಬೌಂಡರಿ ಬಾರಿಸಿದರು. ಶ್ರೇಯಸ್ ಮತ್ತು ವಿಕ್ಕಿ ಒಸ್ವಾಲ್ ಜೋಡಿಯಿಂದ ವಿದ್ಯುತ್ ವೇಗದಲ್ಲಿ ಜತೆಯಾಟ. ಮಹಾರಾಷ್ಟ್ರದ ಪರ 99.1 ಓವರ್‌ಗಳಲ್ಲಿ 300 ರನ್‌ಗಳಿಗೆ ಆಲೌಟ್. ಅಂತಿಮ ದಿನವಾದಾಗ ಗುರಿ ಸಾಧಿಸಲು ಕರ್ನಾಟಕಕ್ಕೆ 157 ರನ್ ಮುನ್ನಡೆ.: [371, 504, 1365, 525]
- crossword-cell[interactable]: 16: [508, 1853, 529, 1874]
- clue-item: 17.ಮಾತಿನ ವಿನಿಮಯದ ಹಾದಿ (4): [784, 1416, 881, 1426]
- sidebar-item1-title: ಫೈನಲ್‌ನಲ್ಲಿ ಸೋತ ವೀರ: [28, 150, 147, 167]
- player-score: 4: [1521, 410, 1527, 420]
- lead-kicker: ರಣಜಿ: ಮೂರನೇ ದಿನ ಕರ್ನಾಟಕದ ಮುನ್ನಡೆ 157 ರನ್ । ಮಯಾಂಕ್ ಅಜೇಯ 64 ರನ್: [174, 104, 541, 119]
- crossword-cell[interactable]: [615, 1788, 637, 1810]
- crossword-cell[interactable]: 13: [680, 1767, 701, 1788]
- masthead-date-block: [15, 14, 200, 91]
- crossword-cell[interactable]: [658, 1702, 680, 1724]
- player-name: ಗುರ್ಬಾಣಿ ಸಿ ಪೋವಾರ್ ಬಿ ಪಾಟೀಲ್: [1388, 203, 1486, 213]
- crossword-cell[interactable]: [508, 1702, 529, 1724]
- clue-item: 16.ಅಲಿಕೆಯಲ್ಲಿ ನಿರ್ಮಾಣ (4): [784, 1403, 868, 1413]
- clue-item: 8.ಸಾಮಾನ್ಯ ಸ್ಥಿತಿ: [784, 1502, 828, 1512]
- crossword-block: [594, 1831, 615, 1853]
- crossword-block: [572, 1745, 594, 1767]
- sidebar-item5-title: ಮಿಶ್ರ ಡಬಲ್ಸ್‌ನಲ್ಲಿ ರೋಹನ್-ಪುನೀತ್ ಜಯ: [15, 765, 132, 775]
- stadium-photo: [289, 912, 385, 1043]
- crossword-block: [529, 1745, 551, 1767]
- delhi-col1: ▶ ಹೊಸದಿಲ್ಲಿ: ದೇಶದಲ್ಲಿ ಅಂತಾರಾಷ್ಟ್ರೀಯ ಕ್ರೀಡಾ ಕೂಟಗಳ ಆಯೋಜನೆಗೆ ವಿಶ್ವದರ್ಜೆಯ ಕ್ರೀಡಾ ಸೌಲಭ್ಯಗಳನ್ನು ಅಭಿವೃದ್ಧಿಪಡಿಸುವ ಯೋಜನೆಗೆ ಕೇಂದ್ರ ಸರ್ಕಾರ ಚಾಲನೆ ನೀಡಿದೆ. ಜವಾಹರಲಾಲ್ ನೆಹರು ಕ್ರೀಡಾಂಗಣವನ್ನು ಸಂಪೂರ್ಣವಾಗಿ ಕೆಡವಿ ಹೊಸದಾಗಿ ನಿರ್ಮಿಸಲು ಯೋಜನೆ ರೂಪಿಸಲಾಗಿದೆ. ಒಲಂಪಿಕ್ಸ್ ಆತಿಥ್ಯ ವಹಿಸುವ ಭಾರತದ ಮಹತ್ವಾಕಾಂಕ್ಷೆಯ ಭಾಗವಾಗಿ ಈ ಯೋಜನೆ ರೂಪುಗೊಂಡಿದೆ.: [174, 914, 281, 1069]
- score-row: [1388, 305, 1527, 319]
- crossword-cell[interactable]: [680, 1724, 701, 1745]
- culture-infobox-text: 2015-16ನೇ ಸಾಲಿನಲ್ಲಿ ಪ್ರಾರಂಭವಾದ ಮತ್ತು ಸಂಸ್ಕೃತಿ ಇಲಾಖೆಯ ಯೋಜನೆಯಡಿ ನೂರಕ್ಕೂ ಹೆಚ್ಚು ಮಂದಿ ಹಿರಿಯ ಕಲಾವಿದರ ಸಾಕ್ಷ್ಯಚಿತ್ರ ನಿರ್ಮಾಣ ಯೋಜನೆಗೆ 2.50 ಕೋಟಿ ರೂ. ಅನುದಾನ ಒದಗಿಸಲಾಗಿತ್ತು. ಆದರೆ ಬಿಡುಗಡೆಯಾದ ಹಣವನ್ನು ಸಮರ್ಪಕವಾಗಿ ಬಳಸಿಕೊಳ್ಳಲಾಗಿಲ್ಲ. ಈ ಸಂಬಂಧ ಇದೀಗ 1.59 ಕೋಟಿ ರೂ. ಮಾತ್ರ ಬಳಕೆಯಾಗಿದ್ದು, ಉಳಿದ ಮೊತ್ತವನ್ನು ಬಳಸಿಕೊಂಡು ಯೋಜನೆ ಪೂರ್ಣಗೊಳಿಸಲು ಕ್ರಮ ಕೈಗೊಳ್ಳಲಾಗುವುದು.: [24, 1704, 253, 1780]
- crossword-cell[interactable]: [529, 1724, 551, 1745]
- culture-infobox: [15, 1674, 261, 1792]
- archer-photo-caption: ಧೀರಜ್ ಬೊಮ್ಮದೇವರ, ವಿಶ್ವ ಆರ್ಚರಿ ಚಾಂಪಿಯನ್‌ಶಿಪ್ 2025: [623, 1043, 746, 1065]
- crossword-block: [680, 1745, 701, 1767]
- crossword-cell[interactable]: [572, 1853, 594, 1874]
- crossword-cell[interactable]: [508, 1831, 529, 1853]
- blast-kicker: ದಿಲ್ಲಿಯಲ್ಲಿ ಕಾರು ಸ್ಫೋಟ:: [277, 1232, 345, 1242]
- bbc-text2: ▶ ಮಾಸ್ಕೊ ಪ್ರಕಟಣೆ | 2021ರ ಕಾನೂನು ಬಗ್ಗೆ ಅಮೆರಿಕದ ಅಧ್ಯಕ್ಷರ ಭಾಷಣವನ್ನು ತಿರುಚಿದ ಆರೋಪದಲ್ಲಿ ಬಿಬಿಸಿ ಪ್ರಧಾನ ನಿರ್ದೇಶಕರು ರಾಜೀನಾಮೆ ನೀಡಿದ್ದಾರೆ. ಈ ಕುರಿತು ಬಿಬಿಸಿ ಸಂಸ್ಥೆಯು ಕ್ಷಮೆ ಯಾಚಿಸಿದೆ. ಘಟನೆ ಬಗ್ಗೆ ತನಿಖೆ ನಡೆಸಲಾಗುತ್ತಿದೆ.: [277, 1542, 491, 1592]
- crossword-block: [529, 1831, 551, 1853]
- sir-subtext: ಚುನಾವಣಾ ಆಯೋಗ ಕೈಗೊಂಡ ಕ್ರಮಗಳನ್ನು ಎಲ್ಲಾ ಪಕ್ಷಗಳು ಸ್ವಾಗತಿಸಬೇಕು. ಇದರಿಂದ ನಕಲಿ ಮತದಾರರನ್ನು ಪತ್ತೆ ಹಚ್ಚಲು ಸಾಧ್ಯವಾಗಲಿದೆ ಎಂದು ಬೊಮ್ಮಾಯಿ ಅಭಿಪ್ರಾಯಪಟ್ಟರು. ಈ ಕುರಿತು ಸರ್ಕಾರ ಕೂಡಲೇ ಕ್ರಮ ಕೈಗೊಳ್ಳಬೇಕು.: [508, 1535, 634, 1611]
- lead-headline: ಮುಕೇಶ್ ದಾಳಿ, ರಾಜ್ಯಕ್ಕೆ ನಾಯಕನ ಆಸರೆ: [174, 124, 629, 164]
- crossword-prev-label: ಉತ್ತರ: [730, 1687, 748, 1697]
- akademi-seal-icon: ಅಕಾಡೆಮಿ: [165, 1425, 234, 1494]
- lead-col2: [363, 173, 1373, 535]
- crossword-cell[interactable]: [658, 1831, 680, 1853]
- scoreboard-second-title: ಕರ್ನಾಟಕ ದ್ವಿತೀಯ ಇನಿಂಗ್ಸ್ 144/5: [1388, 339, 1491, 349]
- player-name: ಎಸ್ ಸಿ ಶ್ರೀನಿವಾಸನ್: [1388, 174, 1442, 183]
- blast-headline: ರಾಜ್ಯದಲ್ಲಿ ಹೈ ಅಲರ್ಟ್: [277, 1245, 425, 1269]
- masthead-logo: [1204, 14, 1527, 91]
- player-score: 13: [1517, 232, 1527, 242]
- score-row: [1388, 395, 1527, 409]
- bowler-name: ಮುಕೇಶ್: [1388, 471, 1413, 481]
- crossword-block: [594, 1788, 615, 1810]
- culture-text1: ▶ ಬೆಂಗಳೂರು: ಕನ್ನಡದ ಪ್ರತಿಭಟನೆ ಹಲವಾರು ಹಿರಿಯ ಕಲಾವಿದರ ಕುರಿತು ಸಾಕ್ಷ್ಯಚಿತ್ರ ನಿರ್ಮಾಣ ಯೋಜನೆಗೆ ಮರುಜೀವ ದೊರೆತಿದೆ. ಸಂಸ್ಕೃತಿ ಇಲಾಖೆ ಈ ಯೋಜನೆಗೆ ಅನುದಾನ ಮಂಜೂರು ಮಾಡಿದೆ.: [15, 1299, 131, 1375]
- crossword-cell[interactable]: 15: [615, 1810, 637, 1831]
- player-name: ಆರ್ ಸಮರ್ಥ್ ಬಿ ವ್ಯಾಸ್: [1388, 352, 1455, 362]
- crossword-cell[interactable]: [551, 1724, 572, 1745]
- crossword-cell[interactable]: [615, 1702, 637, 1724]
- chess-text: ▶ ಗೋವಾ: ಇಲ್ಲಿ ನಡೆಯುತ್ತಿರುವ ಫಿಡೆ ಚಾಂಪಿಯನ್ ವಿಶ್ವಕಪ್ ಚೆಸ್ ಟೂರ್ನಿಯಲ್ಲಿ ಭಾರತದ ಗ್ರ್ಯಾಂಡ್ ಮಾಸ್ಟರ್ ಅರ್ಜುನ್ ಎರಿಗೈಸಿ ಮತ್ತು ಆರ್ ಪ್ರಜ್ಞಾನಂದ ನಾಲ್ಕನೇ ಸುತ್ತಿಗೆ ಲಗ್ಗೆ ಇಟ್ಟಿದ್ದಾರೆ. ಮೂರನೇ ಸುತ್ತಿನಲ್ಲಿ ತಮ್ಮ ಎದುರಾಳಿಗಳನ್ನು ಮಣಿಸಿದ ಇಬ್ಬರೂ ಆಟಗಾರರು ಮುಂದಿನ ಹಂತಕ್ಕೆ ಪ್ರವೇಶಿಸಿದರು. ಅರ್ಜುನ್ ಸುಲಭವಾಗಿ ಜಯ ಸಾಧಿಸಿದರೆ, ಪ್ರಜ್ಞಾನಂದ ಟೈಬ್ರೇಕರ್‌ನಲ್ಲಿ ಗೆಲುವು ದಾಖಲಿಸಿದರು. ಭಾರತೀಯ ಆಟಗಾರರು ಉತ್ತಮ ಪ್ರದರ್ಶನ ಮುಂದುವರಿಸಿದ್ದಾರೆ. ವಿದಿತ್ ಗುಜರಾತಿ ಕೂಡ ಮುಂದಿನ ಸುತ್ತಿಗೆ ಪ್ರವೇಶಿಸಿದ್ದಾರೆ. ಟೂರ್ನಿಯಲ್ಲಿ ಒಟ್ಟು 206 ಆಟಗಾರರು ಪಾಲ್ಗೊಂಡಿದ್ದಾರೆ. ವಿಶ್ವಕಪ್ ವಿಜೇತರಿಗೆ ಕ್ಯಾಂಡಿಡೇಟ್ಸ್ ಟೂರ್ನಿಯಲ್ಲಿ ಸ್ಥಾನ ದೊರೆಯಲಿದೆ. ಭಾರತದ ಇನ್ನಷ್ಟು ಆಟಗಾರರು ಸ್ಪರ್ಧೆಯಲ್ಲಿ ಉಳಿದಿದ್ದಾರೆ ಎಂಬುದು ಗಮನಾರ್ಹ ಸಂಗತಿ. ಮುಂದಿನ ಸುತ್ತಿನ ಪಂದ್ಯಗಳು ಮಂಗಳವಾರ ಆರಂಭವಾಗಲಿವೆ.: [872, 871, 1527, 921]
- masthead: [15, 14, 1527, 98]
- crossword-cell[interactable]: [637, 1810, 658, 1831]
- clue-item: 13.ಒಂದು ಪದದ ಅರ್ಥ (4): [784, 1529, 863, 1539]
- scoreboard-bowling-title: ಕರ್ನಾಟಕ ಬೌಲಿಂಗ್: [1388, 250, 1443, 259]
- crossword-block: [637, 1831, 658, 1853]
- crossword-cell[interactable]: 14: [508, 1810, 529, 1831]
- cmyk-registration-marks: [0, 2368, 1542, 2375]
- cricket-photo: [363, 173, 1373, 457]
- crossword-cell[interactable]: [551, 1831, 572, 1853]
- player-name: ಅಭಿಷೇಕ್ ಔಟಾಗದೆ: [1388, 425, 1441, 435]
- clue-item: 14.ಕಾಡಿನ ಹಾದಿ (3): [784, 1542, 842, 1552]
- scoreboard-line2: ಮಹಾರಾಷ್ಟ್ರ ಪ್ರಥಮ ಇನಿಂಗ್ಸ್ 300/10: [1388, 146, 1498, 156]
- crossword-cell[interactable]: [572, 1810, 594, 1831]
- culture-credit: ▶ ದೇವಿಕಾ.ಸಿ.ಎಸ್.: [15, 1283, 69, 1293]
- crossword-cell[interactable]: [572, 1724, 594, 1745]
- player-name: ಶ್ರೇಯಸ್ ಸಿ ಬಿ ಮುಕೇಶ್: [1388, 395, 1454, 405]
- lead-story: [165, 104, 1381, 828]
- blast-text: ▶ ಬೆಂಗಳೂರು: ರಾಷ್ಟ್ರ ರಾಜಧಾನಿ ದಿಲ್ಲಿಯಲ್ಲಿ ಕೆಂಪುಕೋಟೆ ಬಳಿ ನಡೆದ ಸ್ಫೋಟದಲ್ಲಿ ಹಲವರು ಸಾವನ್ನಪ್ಪಿದ ಹಿನ್ನೆಲೆಯಲ್ಲಿ ರಾಜ್ಯದ ಎಲ್ಲಾ ಜಿಲ್ಲೆಗಳಲ್ಲೂ ಹೈ ಅಲರ್ಟ್ ಘೋಷಿಸಲಾಗಿದೆ. ವಿಮಾನ ನಿಲ್ದಾಣ, ರೈಲು ನಿಲ್ದಾಣ, ಬಸ್ ನಿಲ್ದಾಣ, ಮಾಲ್‌ಗಳು ಸೇರಿದಂತೆ ಜನನಿಬಿಡ ಪ್ರದೇಶಗಳಲ್ಲಿ ಭದ್ರತೆ ಹೆಚ್ಚಿಸಲಾಗಿದೆ. ಪೊಲೀಸ್ ಸಿಬ್ಬಂದಿ ನಿರಂತರ ಗಸ್ತು ತಿರುಗುತ್ತಿದ್ದಾರೆ. ಸಾರ್ವಜನಿಕರು ಅನುಮಾನಾಸ್ಪದ ವ್ಯಕ್ತಿಗಳು ಅಥವಾ ವಸ್ತುಗಳು ಕಂಡುಬಂದರೆ ತಕ್ಷಣ ಮಾಹಿತಿ ನೀಡುವಂತೆ ಮನವಿ ಮಾಡಲಾಗಿದೆ. ಬೆಂಗಳೂರು ನಗರದಲ್ಲಿ ವಿಶೇಷ ಕಾರ್ಯಾಚರಣೆ ನಡೆಸಲಾಗುತ್ತಿದೆ. ಪ್ರಮುಖ ಧಾರ್ಮಿಕ ಸ್ಥಳಗಳಲ್ಲಿ ಭದ್ರತಾ ಸಿಬ್ಬಂದಿ ನಿಯೋಜಿಸಲಾಗಿದೆ. ಗಡಿ ಭಾಗಗಳಲ್ಲಿ ತಪಾಸಣೆ ತೀವ್ರಗೊಳಿಸಲಾಗಿದೆ.: [277, 1278, 491, 1407]
- bowler-figures: 35-5-70-4: [1490, 292, 1527, 302]
- lead-para-1: ▶ ಪುಣೆ: ಮಹಾರಾಷ್ಟ್ರ ವಿರುದ್ಧ ರಣಜಿ ಟ್ರೋಫಿ ಪಂದ್ಯದ ಮೂರನೇ ದಿನವಾದ ಸೋಮವಾರ ಎಡಗೈ ವೇಗಿ ಮುಕೇಶ್ ಚೌದರಿ ಪರಿಣಾಮಕಾರಿ ದಾಳಿ ನಡೆಸಿದರೆ, ನಾಯಕ ಮಯಾಂಕ್ ಅಗರವಾಲ್ ಅಜೇಯ ಅರ್ಧಶತಕ ಬಾರಿಸಿದ ಫಲವಾಗಿ ಕರ್ನಾಟಕ ತಂಡ ಎರಡನೇ ಇನಿಂಗ್ಸ್‌ನಲ್ಲಿ 157 ರನ್ ಮುನ್ನಡೆ ಸಾಧಿಸಿ ಪ್ರಬಲ ಸ್ಥಿತಿಯಲ್ಲಿದೆ.: [174, 174, 354, 250]
- player-name: ಒಟ್ಟು: [1388, 232, 1402, 242]
- archer-photo: [623, 874, 746, 1040]
- archery-box-title: ಫೈನಲ್‌ಗೆ ಮಹಿಳೆಯರ ಕಂಪೌಂಡ್ ತಂಡ: [510, 1138, 673, 1153]
- player-score: 15: [1517, 395, 1527, 405]
- clue-item: 1.ಅಕ್ಷರ: [784, 1450, 806, 1460]
- crossword-cell[interactable]: 11: [615, 1767, 637, 1788]
- clue-item: 15.ಬೆಳೆಯಲು ಸಾಧ್ಯ (4): [784, 1390, 853, 1400]
- score-row: [1388, 201, 1527, 216]
- masthead-date: 11 ನವೆಂಬರ್ 2025: [56, 49, 159, 66]
- crossword-block: [529, 1788, 551, 1810]
- crossword-section: [508, 1625, 768, 1879]
- sir-subkicker: ಎಸ್ಐಆರ್ ಜಾರಿ ಮಾಡಲಿ:: [508, 1516, 584, 1526]
- crossword-block: [594, 1724, 615, 1745]
- scoreboard-mh-bowling-title: ಮಹಾರಾಷ್ಟ್ರ ಬೌಲಿಂಗ್: [1388, 458, 1449, 468]
- crossword-cell[interactable]: [637, 1767, 658, 1788]
- sir-headline: ಎಸ್ ಐ ಜಾರಿಗೆ ಬೊಮ್ಮಾಯಿ ಆಗ್ರಹ: [508, 1232, 766, 1258]
- lead-para-3: ಕರ್ನಾಟಕ ಮೊದಲ ಇನಿಂಗ್ಸ್‌ನಲ್ಲಿ ಗಳಿಸಿದ 313 ರನ್‌ಗೆ ಉತ್ತರವಾಗಿ ಮಹಾರಾಷ್ಟ್ರ 145 ರನ್‌ಗಳಿಗೆ ಆಲೌಟ್ ಆಯಿತು. ಬಳಿಕ ಕರ್ನಾಟಕ ಎರಡನೇ ಇನಿಂಗ್ಸ್ ಆರಂಭಿಸಿ 2 ವಿಕೆಟ್‌ಗೆ 144 ರನ್ ಗಳಿಸಿದೆ.: [174, 330, 354, 380]
- score-row: [1388, 172, 1527, 187]
- crossword-cell[interactable]: [529, 1767, 551, 1788]
- delhi-kicker: ನೆಹರು ಸ್ಟೇಡಿಯಂ ಸಂಪೂರ್ಣ ಕೆಡವಿ ಪುನರ್ನಿರ್ಮಾಣ: [174, 845, 312, 854]
- crossword-cell[interactable]: 3: [572, 1681, 594, 1702]
- bottom-band: [15, 1225, 1527, 1879]
- lead-para-4: ಮೊದಲ ಇನಿಂಗ್ಸ್‌ನಲ್ಲಿ ಕರ್ನಾಟಕ 313 ರನ್ ಗಳಿಸಿತ್ತು. ಮಹಾರಾಷ್ಟ್ರದ ಪರ ಮುಕೇಶ್ ಚೌದರಿ 5 ವಿಕೆಟ್ ಪಡೆದರು. ವಿದ್ಯಾಧರ್ ಪಾಟೀಲ್ 3 ವಿಕೆಟ್ ಕಬಳಿಸಿದರು.: [174, 388, 354, 425]
- clue-item: 3.ನೆಲಸಾಧನದ ನಿಗಂತ್ ಪತ್ತೆ (4): [784, 1311, 873, 1321]
- score-row: [1388, 157, 1527, 172]
- masthead-day: ಮಂಗಳವಾರ: [81, 28, 134, 43]
- crossword-cell[interactable]: 6: [508, 1724, 529, 1745]
- score-row: [1388, 380, 1527, 395]
- crossword-cell[interactable]: [508, 1788, 529, 1810]
- culture-kicker: ನೂರಕ್ಕೂ ಹೆಚ್ಚು ಕಲಾವಿದರ ಸಾಕ್ಷ್ಯಚಿತ್ರ: [15, 1232, 114, 1242]
- sidebar-item4-title: ಆಯುಷ್, ಶರಣ್, ಕೆರೋಲಿನ್ ಪ್ರಶಸ್ತಿ: [15, 663, 116, 673]
- fact-box: [363, 476, 1373, 535]
- crossword-cell[interactable]: [658, 1788, 680, 1810]
- archery-text-cont: ಭಾರತೀಯ ಮಹಿಳೆಯರ ಕಂಪೌಂಡ್ ತಂಡ ಕೂಡ ಫೈನಲ್ ಪ್ರವೇಶಿಸಿದೆ. ಜ್ಯೋತಿ ಸುರೇಖಾ ವೆನ್ನಂ, ಪರ್ಣೀತ್ ಕೌರ್ ಮತ್ತು ಅದಿತಿ ಸ್ವಾಮಿ ಒಳಗೊಂಡ ತಂಡ 234-227 ಅಂತರದ ಸೋಲು ಪ್ರೇಕ್ಷಕರನ್ನು ನೀಡಿತು. ಅರ್ಹತಾ ಸುತ್ತಿನಲ್ಲಿ ಅಗ್ರಸ್ಥಾನ ಪಡೆದಿದ್ದ ಭಾರತೀಯ ತಂಡಕ್ಕೆ ನೇರವಾಗಿ ಕ್ವಾರ್ಟರ್ ಫೈನಲ್ ಸ್ಥಾನ ದೊರೆತಿತ್ತು. ಸಾಮರ್ಥ್ಯ ಎದುರಾಳಿಗಳ ವಿರುದ್ಧ ಶೂಟ್ ಆಫ್‌ನಲ್ಲಿ ಜಯ ಸಾಧಿಸಿ ಭಾರತೀಯರು ಮತ್ತೆ ಗೆಲುವಿನದೊಂದಿಗೆ ಮೇಲುಗೈ ಸಾಧಿಸುತ್ತ ಬಂದಿದ್ದಾರೆ.: [753, 876, 856, 1071]
- sidebar-item4-text: ಕೊನೆಯ ಸುತ್ತಿನಲ್ಲಿ ಆಯುಷ್ ಮತ್ತು ಶರಣ್ ಜೋಡಿ ಪ್ರಶಸ್ತಿ ಗೆದ್ದುಕೊಂಡಿತು. ಡಬಲ್ಸ್‌ನಲ್ಲಿ ಕೆರೋಲಿನ್ ಮಾರಿನ್ ಜೊತೆಗೂಡಿ ಆಡಿದ ಆಟಗಾರ್ತಿ ಫೈನಲ್‌ಗೆ ಲಗ್ಗೆ ಇಟ್ಟಿದ್ದರು. 300 ಅಂಕಗಳ ಸಂಗ್ರಹಿಸಿ ಶರಣ್ ಪ್ರಶಸ್ತಿ ಬಾಚಿಕೊಂಡರು. ಎರಡನೇ ಸುತ್ತಿನಲ್ಲಿ ಎದುರಾಳಿಗಳನ್ನು ಮಣಿಸಿದ ಜೋಡಿ ನೇರ ಸೆಟ್‌ಗಳಲ್ಲಿ ಗೆಲುವು ಸಾಧಿಸಿತು.: [15, 674, 159, 763]
- crossword-cell[interactable]: 7: [615, 1724, 637, 1745]
- sidebar-item3-text: ಜಪಾನ್ 252ನೇ ಶ್ರೇಯಾಂಕದ ಕೊನೆಯ ಸುತ್ತಿನಲ್ಲಿ ಕಳೆದ ವರ್ಷ ವಿಶ್ವ ಚಾಂಪಿಯನ್‌ಶಿಪ್‌ನಲ್ಲಿ 2024ರ ಪ್ಯಾರಿಸ್ ಒಲಿಂಪಿಕ್ಸ್ ನಂತರ ವಿಶ್ರಾಂತಿ ಪಡೆದಿದ್ದ ಆಟಗಾರರು ಮತ್ತೆ ಲಯಕ್ಕೆ ಮರಳಿದ್ದಾರೆ. ತಂಡಗಳ ನಿರ್ವಹಣೆಯ ಸವಾಲುಗಳನ್ನು ಎದುರಿಸುತ್ತಿರುವ ಭಾರತೀಯ ಆಟಗಾರರು 24ರ ಹರೆಯದ ಸ್ಪರ್ಧಿಗಳಿಗೆ ಉತ್ತಮ ಅವಕಾಶ ಸಿಕ್ಕಿದೆ. ಒಲಂಪಿಕ್ ಕ್ರೀಡಾಕೂಟದ ಬಳಿಕ ಮೊದಲ ಬಾರಿಗೆ ಆಡುತ್ತಿರುವ ಆಟಗಾರರಿಗೆ ಇದು ಪ್ರಮುಖ ಪರೀಕ್ಷೆ.: [15, 545, 159, 660]
- player-score: 36: [1517, 188, 1527, 198]
- bowler-name: ಶ್ರೀನಾಥ್: [1388, 292, 1411, 302]
- scoreboard-batting-list: [1388, 157, 1527, 245]
- clue-item: 12.ಬಳ್ಳಿ ಮೂಡುಗಿನ ಅಂಗಿಯ (3): [784, 1377, 879, 1387]
- story-delhi: [165, 845, 495, 1217]
- crossword-cell[interactable]: [551, 1810, 572, 1831]
- kirusuddi-badge: [15, 104, 159, 143]
- archery-headline: ಪ್ರಶಸ್ತಿ ಸುತ್ತಿಗೆ ಭಾರತೀಯ ಪುರುಷರ ರಿಕರ್ವ್ ತಂಡ: [504, 845, 817, 868]
- player-name: ಹೇಮಂತ್ ರಾಠೋಡ್ (ಮಾನೇಕರ್): [1388, 188, 1484, 198]
- clue-item: 9.ಕೃಷಿ ನೆಲದ ಪ್ರದೇಶ (4): [784, 1350, 854, 1360]
- clue-item: 1.ಶಾಲೆ ತೆರೆಯುವ ಮುಂದಾಣ (3): [784, 1298, 878, 1308]
- culture-quote-credit: ▶ ಗೋಪಾಲಕೃಷ್ಣ ಶೆಟ್ಟಿ, ನಿರ್ದೇಶಕರು, ಕರ್ನಾಟಕ ಚಲನಚಿತ್ರ ಅಕಾಡೆಮಿ: [145, 1373, 246, 1412]
- crossword-cell[interactable]: 5: [658, 1681, 680, 1702]
- score-row: [1388, 498, 1527, 513]
- scoreboard-title: ಸ್ಕೋರ್ ಬೋರ್ಡ್: [1388, 104, 1527, 124]
- left-sidebar: [15, 104, 165, 828]
- crossword-cell[interactable]: [658, 1724, 680, 1745]
- sidebar-item1-text: ▶ ಹಾಂಗ್‌ಕಾಂಗ್: ಆಯಕಟ್ಟಿನ ನಡೆಯುತ್ತಿರುವ ಬ್ಯಾಡ್ಮಿಂಟನ್ ಟೂರ್ನಿಯಲ್ಲಿ ಭಾರತದ ವೀರ್ ಚೌತಾಲ ಪುರುಷರ ಸಿಂಗಲ್ಸ್ ಫೈನಲ್‌ನಲ್ಲಿ ಸೋಲು ಅನುಭವಿಸಿದರು. ಥಾಯ್ಲೆಂಡ್‌ನ ಎದುರಾಳಿಯ ವಿರುದ್ಧ 11-13, 11-4, 4-11, 3-11 ಅಂತರದ ಸೋಲು ಕಂಡರು. ಮೊದಲ ಗೇಮ್‌ನಲ್ಲಿ 15ನೇ ಶ್ರೇಯಾಂಕದ ಆಟಗಾರ ಕಠಿಣ ಪೈಪೋಟಿ ನೀಡಿದರು.: [15, 174, 159, 263]
- lead-col1: [174, 173, 354, 535]
